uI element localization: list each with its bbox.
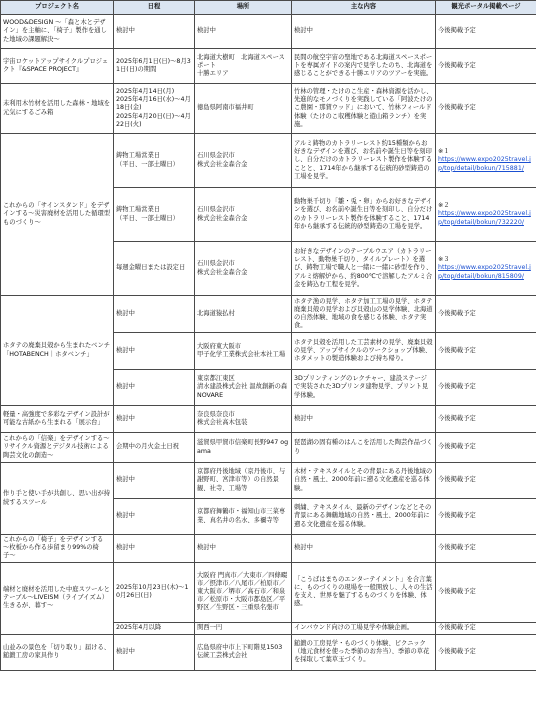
project-name: 未利用木竹材を活用した森林・地域を元気にするごみ箱 (1, 84, 114, 134)
content-cell: 木材・テキスタイルとその背景にある丹後地域の自然・風土、2000年前に遡る文化遺産を巡る体験。 (292, 463, 436, 499)
portal-cell: 今後掲載予定 (436, 463, 536, 499)
project-name: これからの「信楽」をデザインする〜リサイクル資源とデジタル技術による陶芸文化の創造〜 (1, 433, 114, 463)
place-cell: 北海道猿払村 (195, 296, 292, 333)
portal-cell: 今後掲載予定 (436, 370, 536, 406)
place-cell: 石川県金沢市 株式会社金森合金 (195, 134, 292, 188)
date-cell: 2025年10月23日(木)〜10月26日(日) (114, 562, 195, 622)
date-cell: 検討中 (114, 634, 195, 670)
date-cell: 検討中 (114, 406, 195, 433)
portal-cell: 今後掲載予定 (436, 296, 536, 333)
place-cell: 滋賀県甲賀市信楽町長野947 ogama (195, 433, 292, 463)
table-row (1, 562, 536, 622)
place-cell: 広島県府中市上下町階見1503 伝統工芸株式会社 (195, 634, 292, 670)
date-cell: 会期中の月火金土日祝 (114, 433, 195, 463)
portal-cell: 今後掲載予定 (436, 433, 536, 463)
content-cell: 検討中 (292, 15, 436, 49)
content-cell: 竹林の管理・たけのこ生産・森林資源を活かし、先進的なモノづくりを実践している「阿波たけのこ農園・那賀ウッド」において、竹林フィールド体験（たけのこ収穫体験と遊山箱ランチ）を実施。 (292, 84, 436, 134)
date-cell: 毎週金曜日または設定日 (114, 242, 195, 296)
place-cell: 徳島県阿南市福井町 (195, 84, 292, 134)
date-cell: 鋳物工場営業日 （平日、一部土曜日） (114, 134, 195, 188)
portal-cell[interactable]: ※２ https://www.expo2025travel.jp/top/detail/bokun/732220/ (436, 188, 536, 242)
date-cell: 検討中 (114, 333, 195, 370)
date-cell: 2025年4月以降 (114, 622, 195, 634)
content-cell: 「こうばはまちのエンターテイメント」を合言葉に、ものづくりの現場を一般開放し、人々の生活を支え、世界を魅了するものづくりを体験、体感。 (292, 562, 436, 622)
table-row (1, 49, 536, 84)
place-cell: 京都府丹後地域（京丹後市、与謝野町、宮津市等）の自然景観、社寺、工場等 (195, 463, 292, 499)
portal-cell: 今後掲載予定 (436, 333, 536, 370)
table-row (1, 406, 536, 433)
content-cell: インバウンド向けの工場見学や体験企画。 (292, 622, 436, 634)
place-cell: 石川県金沢市 株式会社金森合金 (195, 242, 292, 296)
place-cell: 北海道大樹町 北海道スペースポート 十勝エリア (195, 49, 292, 84)
place-cell: 大阪府 門真市／大東市／四條畷市／摂津市／八尾市／柏原市／東大阪市／堺市／高石市／和泉市／松原市・大阪市都島区／平野区／生野区・三重県名張市 (195, 562, 292, 622)
project-name: これからの「サインスタンド」をデザインする〜災害廃材を活用した循環型ものづくり〜 (1, 134, 114, 296)
portal-cell: 今後掲載予定 (436, 84, 536, 134)
place-cell: 関西一円 (195, 622, 292, 634)
date-cell: 検討中 (114, 370, 195, 406)
place-cell: 検討中 (195, 15, 292, 49)
content-cell: 民間の航空宇宙の聖地である北海道スペースポートを専属ガイドの案内で見学したのち、北海道を感じることができる十勝エリアのツアーを実施。 (292, 49, 436, 84)
portal-cell[interactable]: ※３ https://www.expo2025travel.jp/top/detail/bokun/815809/ (436, 242, 536, 296)
date-cell: 2025年6月1日(日)〜8月31日(日)の期間 (114, 49, 195, 84)
header-place: 場所 (195, 1, 292, 15)
header-project: プロジェクト名 (1, 1, 114, 15)
content-cell: 検討中 (292, 406, 436, 433)
date-cell: 検討中 (114, 499, 195, 535)
content-cell: 動物巣千切り「雛・兎・卵」からお好きなデザインを選び、お名前や誕生日等を刻印し、自分だけのカトラリーレスト製作を体験すること、1714年から継承する伝統的砂型鋳造の工場を見学。 (292, 188, 436, 242)
content-cell: アルミ鋳物のカトラリーレスト約15種類からお好きなデザインを選び、お名前や誕生日等を刻印し、自分だけのカトラリーレスト製作を体験することと、1714年から継承する伝統的砂型鋳造の工場を見学。 (292, 134, 436, 188)
place-cell: 大阪府東大阪市 甲子化学工業株式会社本社工場 (195, 333, 292, 370)
place-cell: 石川県金沢市 株式会社金森合金 (195, 188, 292, 242)
date-cell: 2025年4月14日(月) 2025年4月16日(水)〜4月18日(金) 2025年4月20日(日)〜4月22日(火) (114, 84, 195, 134)
portal-cell: 今後掲載予定 (436, 406, 536, 433)
content-cell: 3Dプリンティングのレクチャー、建設ステージで実装された3Dプリンタ建物見学、プリント見学体験。 (292, 370, 436, 406)
portal-cell: 今後掲載予定 (436, 499, 536, 535)
project-name: 山並みの景色を「切り取り」届ける、鎚鍛工房の家具作り (1, 634, 114, 670)
table-row (1, 463, 536, 499)
project-name: 軽量・高強度で多彩なデザイン設計が可能な古紙から生まれる「展示台」 (1, 406, 114, 433)
project-name: これからの「椅子」をデザインする 〜枚板から作る歩留まり99%の椅子〜 (1, 535, 114, 563)
place-cell: 京都府舞鶴市・福知山市三菜専業、真名井の名水、多禰寺等 (195, 499, 292, 535)
content-cell: ホタテ貝殻を活用した工芸素材の見学、廃棄貝殻の見学、アップサイクルのワークショップ体験、ホタメットの製造体験および持ち帰り。 (292, 333, 436, 370)
header-portal: 観光ポータル掲載ページ (436, 1, 536, 15)
place-cell: 奈良県奈良市 株式会社高木包装 (195, 406, 292, 433)
portal-cell: 今後掲載予定 (436, 622, 536, 634)
project-name: WOOD&DESIGN 〜「森と木とデザイン」を主軸に、「椅子」製作を通した地域の課題解決〜 (1, 15, 114, 49)
content-cell: 琵琶湖の固有種のはんこを活用した陶芸作品づくり (292, 433, 436, 463)
portal-cell: 今後掲載予定 (436, 634, 536, 670)
project-name: 作り手と使い手が共創し、思い出が持続するスツール (1, 463, 114, 535)
table-row (1, 84, 536, 134)
table-row (1, 433, 536, 463)
date-cell: 検討中 (114, 15, 195, 49)
content-cell: ホタテ漁の見学、ホタテ加工工場の見学、ホタテ廃棄貝殻の見学および貝殻山の見学体験、北海道の自然体験、地域の食を感じる体験、ホタテ実食。 (292, 296, 436, 333)
portal-cell: 今後掲載予定 (436, 15, 536, 49)
project-name: 宇宙ロケットアップサイクルプロジェクト『&SPACE PROJECT』 (1, 49, 114, 84)
table-row (1, 296, 536, 333)
place-cell: 検討中 (195, 535, 292, 563)
content-cell: 検討中 (292, 535, 436, 563)
header-content: 主な内容 (292, 1, 436, 15)
portal-cell: 今後掲載予定 (436, 535, 536, 563)
portal-cell: 今後掲載予定 (436, 49, 536, 84)
date-cell: 検討中 (114, 535, 195, 563)
table-row (1, 535, 536, 563)
portal-cell[interactable]: ※１ https://www.expo2025travel.jp/top/detail/bokun/715881/ (436, 134, 536, 188)
portal-cell: 今後掲載予定 (436, 562, 536, 622)
table-row (1, 634, 536, 670)
table-row (1, 134, 536, 188)
header-row (1, 1, 536, 15)
header-date: 日程 (114, 1, 195, 15)
content-cell: 刺繍、テキスタイル、最新のデザインなどとその背景にある舞鶴地域の自然・風土、2000年前に遡る文化遺産を巡る体験。 (292, 499, 436, 535)
project-name: ホタテの廃棄貝殻から生まれたベンチ「HOTABENCH｜ホタベンチ」 (1, 296, 114, 406)
content-cell: 鎚鍛の工房見学・ものづくり体験、ピクニック（地元食材を使った季節のお弁当）、季節の草花を採取して葉草玉づくり。 (292, 634, 436, 670)
table-row (1, 15, 536, 49)
content-cell: お好きなデザインのテーブルウエア（カトラリーレスト、動物巣千切り、タイルプレート）を選び、鋳物工場で職人と一緒に一緒に砂型を作り、アルミ熔解炉から、約800℃で溶解したアルミ合金を鋳込む工程を見学。 (292, 242, 436, 296)
place-cell: 東京都江東区 清水建設株式会社 温故創新の森NOVARE (195, 370, 292, 406)
project-name: 端材と廃材を活用した中庭スツールとテーブル〜LIVEISM（ライブイズム）生きるが、暮す〜 (1, 562, 114, 634)
date-cell: 検討中 (114, 463, 195, 499)
date-cell: 検討中 (114, 296, 195, 333)
date-cell: 鋳物工場営業日 （平日、一部土曜日） (114, 188, 195, 242)
